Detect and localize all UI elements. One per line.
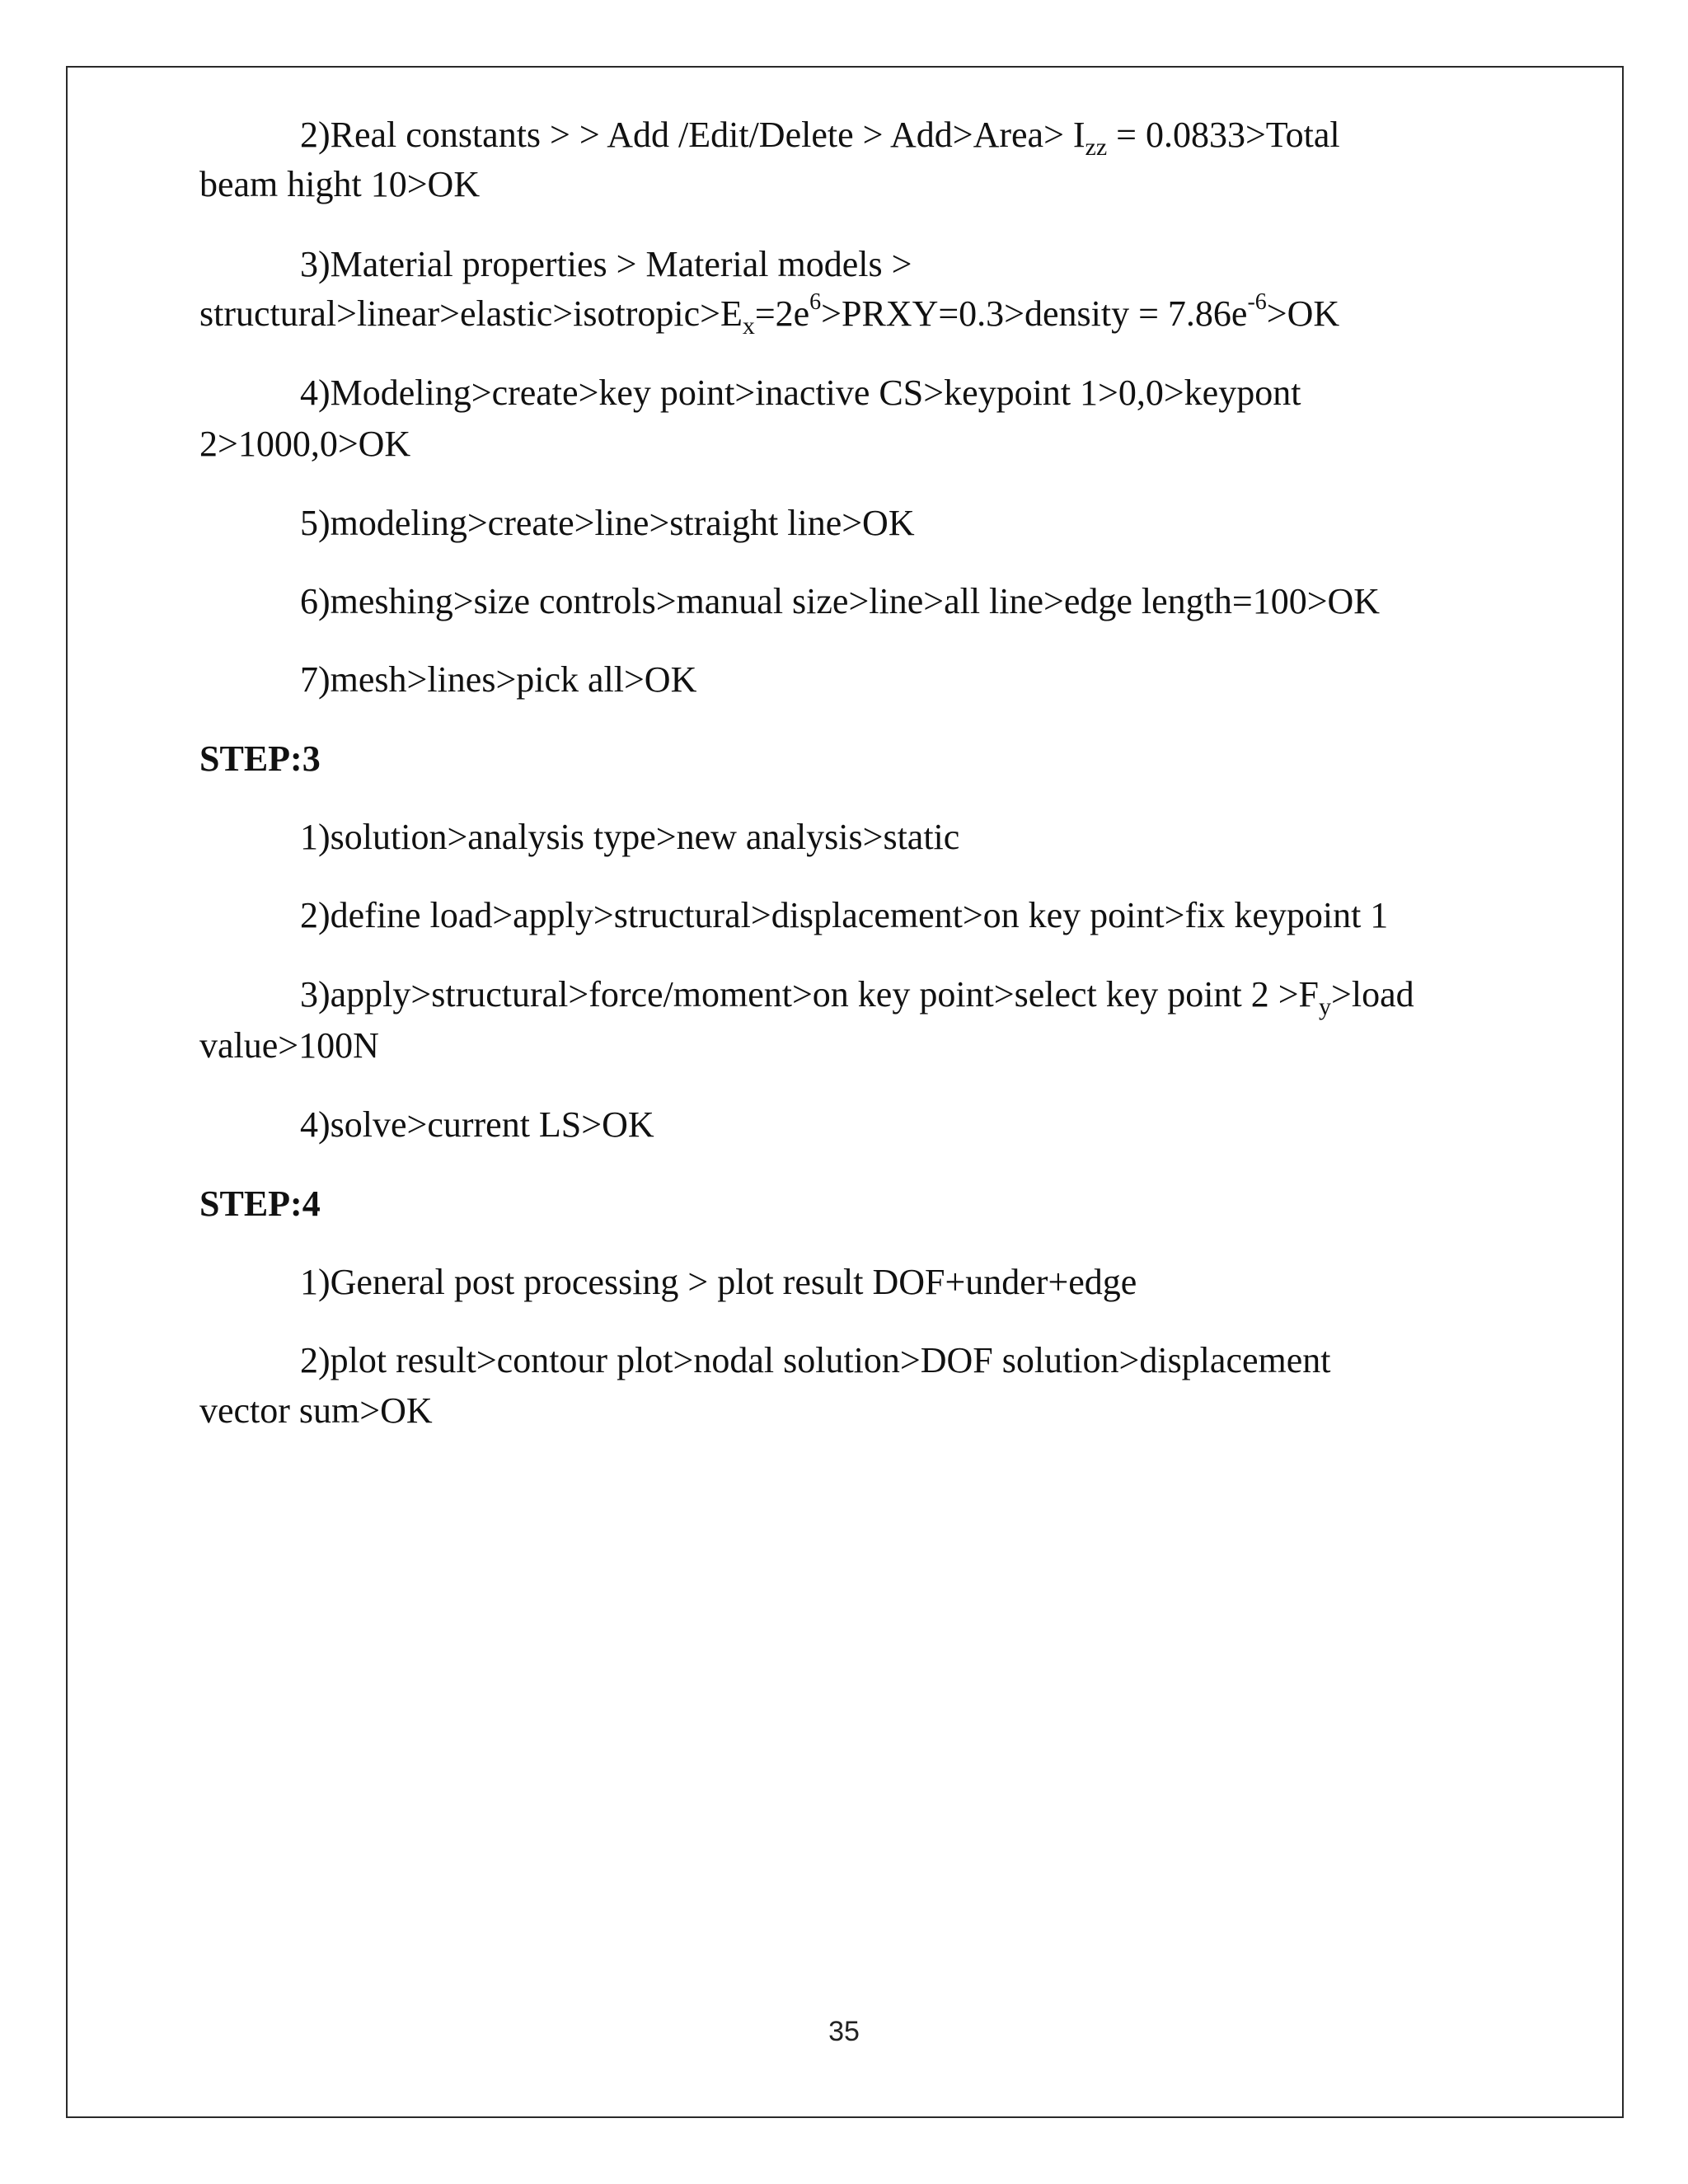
step2-item4-line2: 2>1000,0>OK bbox=[199, 424, 411, 464]
step3-item1: 1)solution>analysis type>new analysis>static bbox=[300, 817, 960, 857]
step3-heading: STEP:3 bbox=[199, 738, 321, 779]
step2-item5: 5)modeling>create>line>straight line>OK bbox=[300, 503, 915, 543]
step2-item2-line1 bbox=[300, 114, 1340, 161]
fy-subscript: y bbox=[1319, 993, 1332, 1020]
step3-item2: 2)define load>apply>structural>displacement>on key point>fix keypoint 1 bbox=[300, 895, 1389, 935]
step2-item3-text-b: =2e bbox=[754, 293, 810, 334]
step2-item4-line1: 4)Modeling>create>key point>inactive CS>keypoint 1>0,0>keypont bbox=[300, 373, 1301, 413]
page-number: 35 bbox=[828, 2016, 860, 2047]
izz-subscript: zz bbox=[1085, 134, 1108, 161]
step4-item2-line2: vector sum>OK bbox=[199, 1390, 433, 1431]
step2-item3-line1: 3)Material properties > Material models > bbox=[300, 244, 912, 284]
step4-item2-line1: 2)plot result>contour plot>nodal solution>DOF solution>displacement bbox=[300, 1340, 1331, 1380]
step2-item3-text-c: >PRXY=0.3>density = 7.86e bbox=[821, 293, 1248, 334]
step2-item2-line2: beam hight 10>OK bbox=[199, 164, 481, 204]
exponent-1: 6 bbox=[809, 289, 822, 315]
step2-item7: 7)mesh>lines>pick all>OK bbox=[300, 659, 697, 700]
step3-item4: 4)solve>current LS>OK bbox=[300, 1104, 654, 1145]
step2-item6: 6)meshing>size controls>manual size>line>all line>edge length=100>OK bbox=[300, 581, 1381, 621]
step2-item3-line2 bbox=[199, 289, 1340, 340]
step2-item3-text-a: structural>linear>elastic>isotropic>E bbox=[199, 293, 743, 334]
step2-item3-text-d: >OK bbox=[1266, 293, 1340, 334]
step2-item2-text-a: 2)Real constants > > Add /Edit/Delete > Add>Area> I bbox=[300, 115, 1085, 155]
step2-item2-text-b: = 0.0833>Total bbox=[1107, 115, 1340, 155]
step3-item3-text-b: >load bbox=[1331, 974, 1414, 1015]
step3-item3-line1 bbox=[300, 973, 1414, 1020]
step4-heading: STEP:4 bbox=[199, 1183, 321, 1224]
exponent-2: -6 bbox=[1247, 289, 1267, 315]
ex-subscript: x bbox=[742, 312, 755, 340]
step3-item3-line2: value>100N bbox=[199, 1025, 379, 1066]
step3-item3-text-a: 3)apply>structural>force/moment>on key point>select key point 2 >F bbox=[300, 974, 1320, 1015]
step4-item1: 1)General post processing > plot result DOF+under+edge bbox=[300, 1262, 1137, 1302]
